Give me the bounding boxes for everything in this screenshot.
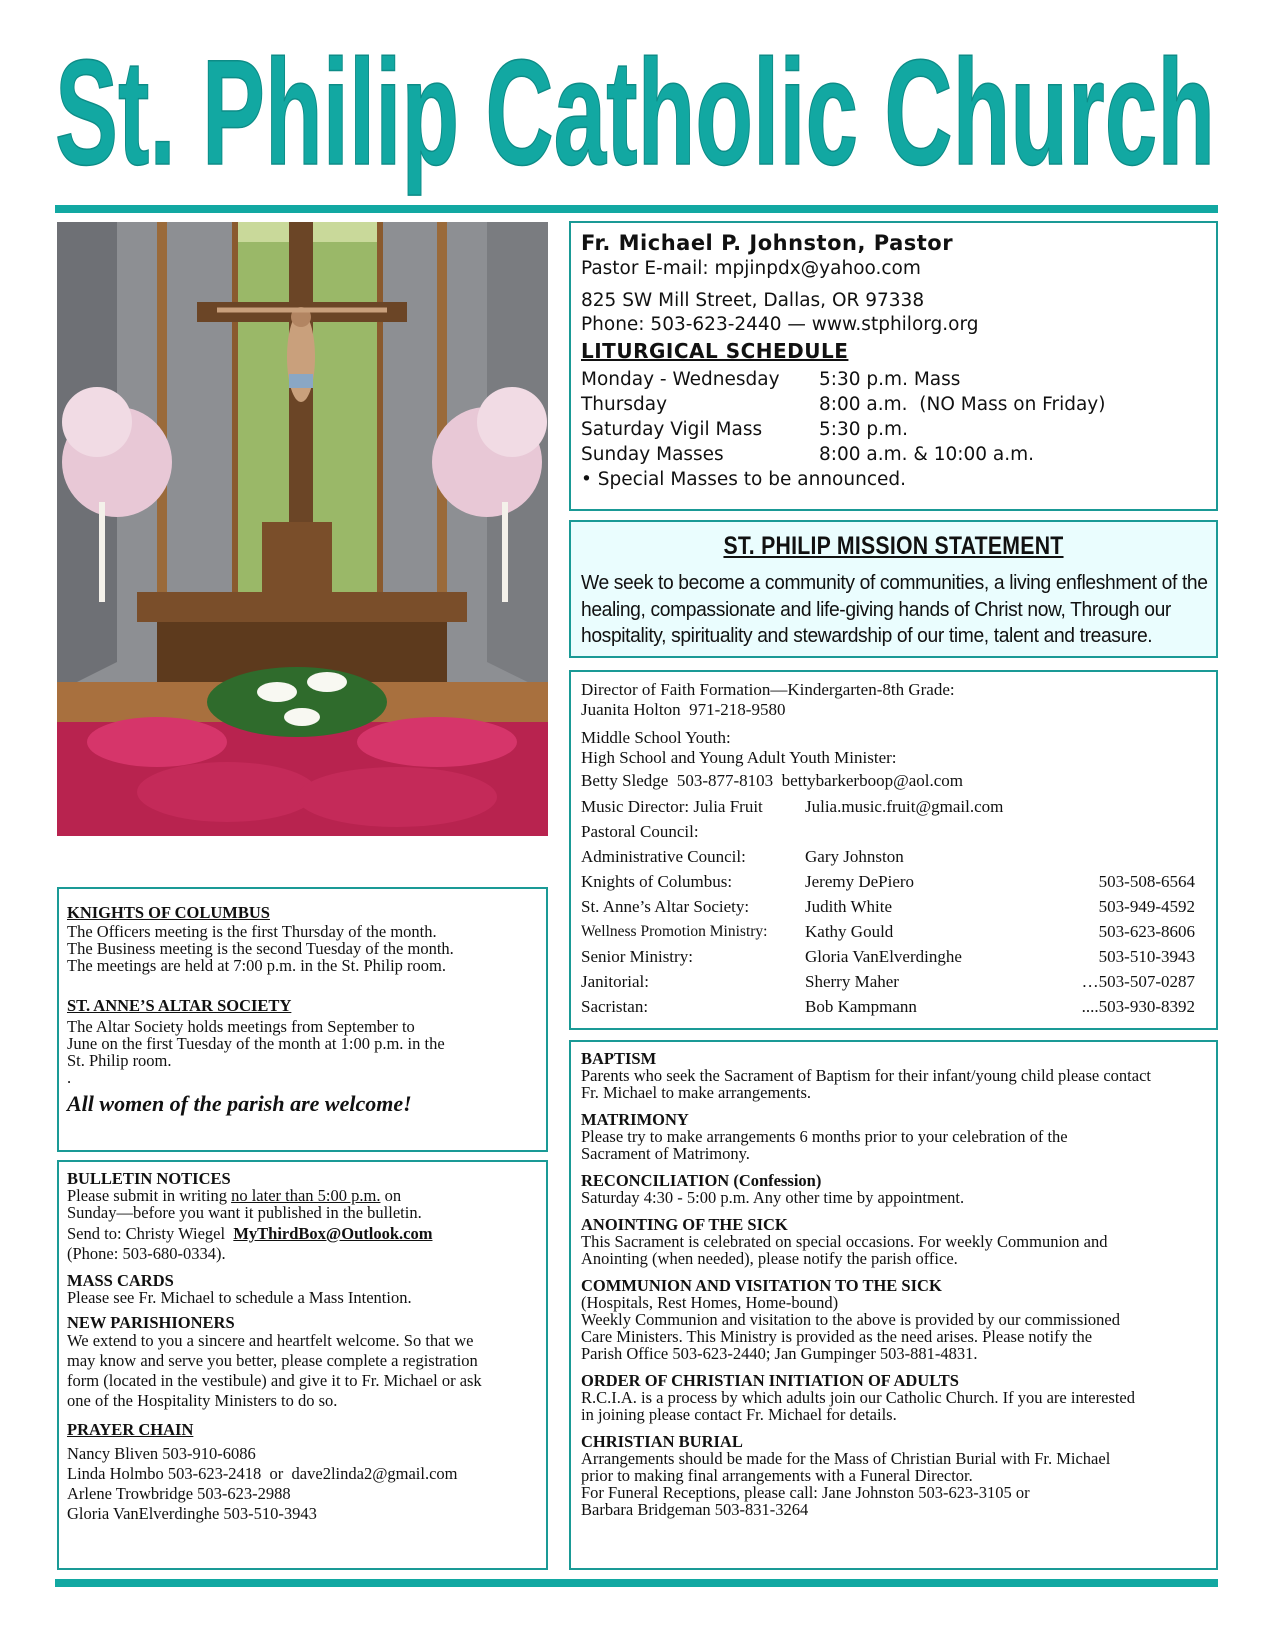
- music-director-label: Music Director: Julia Fruit: [581, 797, 763, 816]
- knights-text: The Business meeting is the second Tuesday of the month.: [67, 939, 454, 958]
- prayer-chain-contact: Linda Holmbo 503-623-2418 or dave2linda2@gmail.com: [67, 1464, 458, 1483]
- sacrament-text: Anointing (when needed), please notify the parish office.: [581, 1249, 958, 1268]
- schedule-title: LITURGICAL SCHEDULE: [581, 339, 849, 363]
- sacrament-text: Arrangements should be made for the Mass of Christian Burial with Fr. Michael: [581, 1449, 1111, 1468]
- sacrament-text: R.C.I.A. is a process by which adults join our Catholic Church. If you are interested: [581, 1388, 1136, 1407]
- sacrament-text: Care Ministers. This Ministry is provided as the need arises. Please notify the: [581, 1327, 1093, 1346]
- bulletin-text: Send to: Christy Wiegel: [67, 1224, 234, 1243]
- schedule-day: Thursday: [581, 394, 668, 415]
- staff-name: Jeremy DePiero: [805, 872, 915, 891]
- bulletin-text: on: [380, 1186, 402, 1205]
- staff-phone: …503-507-0287: [1081, 972, 1195, 991]
- knights-text: The Officers meeting is the first Thursday of the month.: [67, 922, 437, 941]
- svg-text:St. Philip Catholic Church: St. Philip Catholic Church: [55, 36, 1215, 196]
- sacrament-heading: BAPTISM: [581, 1049, 657, 1068]
- church-phone: Phone: 503-623-2440 — www.stphilorg.org: [581, 314, 979, 335]
- staff-directory-box: [569, 670, 1218, 1030]
- pastor-name: Fr. Michael P. Johnston, Pastor: [581, 231, 954, 255]
- middle-school-label: Middle School Youth:: [581, 728, 731, 747]
- mass-cards-text: Please see Fr. Michael to schedule a Mass Intention.: [67, 1288, 412, 1307]
- bulletin-email-link[interactable]: MyThirdBox@Outlook.com: [233, 1224, 433, 1243]
- pastoral-council-label: Pastoral Council:: [581, 822, 699, 841]
- sacrament-heading: CHRISTIAN BURIAL: [581, 1432, 743, 1451]
- bulletin-notices-box: [57, 1160, 548, 1570]
- staff-phone: 503-510-3943: [1098, 947, 1195, 966]
- knights-altar-box: [57, 887, 548, 1152]
- schedule-row: [581, 417, 1206, 442]
- sacrament-text: Barbara Bridgeman 503-831-3264: [581, 1500, 809, 1519]
- sacrament-text: (Hospitals, Rest Homes, Home-bound): [581, 1293, 839, 1312]
- new-parishioners-text: one of the Hospitality Ministers to do so.: [67, 1391, 338, 1410]
- schedule-time: 8:00 a.m. (NO Mass on Friday): [819, 394, 1106, 415]
- sacrament-text: Please try to make arrangements 6 months prior to your celebration of the: [581, 1127, 1068, 1146]
- staff-row: [581, 894, 1206, 919]
- staff-name: Gary Johnston: [805, 847, 904, 866]
- schedule-row: [581, 367, 1206, 392]
- new-parishioners-text: We extend to you a sincere and heartfelt welcome. So that we: [67, 1331, 474, 1350]
- sacrament-text: in joining please contact Fr. Michael for details.: [581, 1405, 897, 1424]
- prayer-chain-contact: Gloria VanElverdinghe 503-510-3943: [67, 1504, 317, 1523]
- sacrament-heading: COMMUNION AND VISITATION TO THE SICK: [581, 1276, 942, 1295]
- bulletin-send-to: [67, 1224, 538, 1244]
- mission-statement-box: [569, 520, 1218, 658]
- staff-phone: ....503-930-8392: [1081, 997, 1195, 1016]
- schedule-time: 8:00 a.m. & 10:00 a.m.: [819, 444, 1035, 465]
- sacrament-text: Sacrament of Matrimony.: [581, 1144, 750, 1163]
- staff-name: Kathy Gould: [805, 922, 894, 941]
- altar-society-text: .: [67, 1068, 72, 1087]
- faith-formation-label: Director of Faith Formation—Kindergarten-8th Grade:: [581, 680, 955, 699]
- altar-society-text: St. Philip room.: [67, 1051, 172, 1070]
- schedule-row: [581, 392, 1206, 417]
- altar-society-text: June on the first Tuesday of the month at 1:00 p.m. in the: [67, 1034, 445, 1053]
- sacrament-text: Fr. Michael to make arrangements.: [581, 1083, 812, 1102]
- staff-row: [581, 919, 1206, 944]
- sacrament-text: For Funeral Receptions, please call: Jane Johnston 503-623-3105 or: [581, 1483, 1030, 1502]
- staff-row: [581, 944, 1206, 969]
- youth-contact: Betty Sledge 503-877-8103 bettybarkerboop@aol.com: [581, 771, 964, 790]
- staff-role: Senior Ministry:: [581, 947, 693, 966]
- pastor-info-box: [569, 221, 1218, 511]
- bulletin-deadline: [67, 1187, 538, 1204]
- sacrament-text: Parish Office 503-623-2440; Jan Gumpinger 503-881-4831.: [581, 1344, 978, 1363]
- faith-formation-contact: Juanita Holton 971-218-9580: [581, 700, 786, 719]
- staff-phone: [1035, 844, 1195, 869]
- pastor-email: Pastor E-mail: mpjinpdx@yahoo.com: [581, 258, 921, 279]
- sacraments-box: [569, 1040, 1218, 1570]
- schedule-day: Saturday Vigil Mass: [581, 419, 763, 440]
- staff-role: St. Anne’s Altar Society:: [581, 897, 750, 916]
- sacrament-heading: ORDER OF CHRISTIAN INITIATION OF ADULTS: [581, 1371, 959, 1390]
- schedule-day: Monday - Wednesday: [581, 369, 780, 390]
- mission-text: We seek to become a community of communities, a living enfleshment of the healing, compassionate and life-giving hands of Christ now, Through our hospitality, spirituality and stewardship of our time, talent and treasure.: [581, 571, 1208, 647]
- sacrament-text: Weekly Communion and visitation to the above is provided by our commissioned: [581, 1310, 1120, 1329]
- sacrament-text: prior to making final arrangements with a Funeral Director.: [581, 1466, 973, 1485]
- top-divider: [55, 205, 1218, 213]
- staff-name: Judith White: [805, 897, 893, 916]
- bulletin-text: Please submit in writing: [67, 1186, 232, 1205]
- music-director-row: [581, 794, 1206, 819]
- staff-role: Administrative Council:: [581, 847, 746, 866]
- staff-phone: 503-508-6564: [1098, 872, 1195, 891]
- staff-role: Janitorial:: [581, 972, 649, 991]
- bulletin-deadline-time: no later than 5:00 p.m.: [231, 1186, 381, 1205]
- prayer-chain-heading: PRAYER CHAIN: [67, 1420, 194, 1439]
- staff-row: [581, 969, 1206, 994]
- new-parishioners-text: may know and serve you better, please complete a registration: [67, 1351, 478, 1370]
- sacrament-heading: ANOINTING OF THE SICK: [581, 1215, 788, 1234]
- staff-phone: 503-623-8606: [1098, 922, 1195, 941]
- prayer-chain-contact: Nancy Bliven 503-910-6086: [67, 1444, 256, 1463]
- knights-heading: KNIGHTS OF COLUMBUS: [67, 903, 270, 922]
- staff-name: Gloria VanElverdinghe: [805, 947, 962, 966]
- sacrament-text: Saturday 4:30 - 5:00 p.m. Any other time by appointment.: [581, 1188, 965, 1207]
- bulletin-text: Sunday—before you want it published in the bulletin.: [67, 1203, 422, 1222]
- music-director-email: Julia.music.fruit@gmail.com: [805, 797, 1004, 816]
- bulletin-heading: BULLETIN NOTICES: [67, 1169, 231, 1188]
- schedule-note: • Special Masses to be announced.: [581, 469, 906, 490]
- prayer-chain-contact: Arlene Trowbridge 503-623-2988: [67, 1484, 291, 1503]
- sacrament-heading: RECONCILIATION (Confession): [581, 1171, 822, 1190]
- altar-society-welcome: All women of the parish are welcome!: [67, 1091, 412, 1116]
- bulletin-phone: (Phone: 503-680-0334).: [67, 1244, 226, 1263]
- staff-name: Sherry Maher: [805, 972, 899, 991]
- sacrament-text: Parents who seek the Sacrament of Baptism for their infant/young child please contact: [581, 1066, 1151, 1085]
- knights-text: The meetings are held at 7:00 p.m. in the St. Philip room.: [67, 956, 446, 975]
- staff-row: [581, 994, 1206, 1019]
- staff-row: [581, 844, 1206, 869]
- schedule-day: Sunday Masses: [581, 444, 724, 465]
- staff-row: [581, 869, 1206, 894]
- altar-photo: [57, 222, 548, 836]
- church-address: 825 SW Mill Street, Dallas, OR 97338: [581, 290, 925, 311]
- staff-phone: 503-949-4592: [1098, 897, 1195, 916]
- altar-society-heading: ST. ANNE’S ALTAR SOCIETY: [67, 996, 292, 1015]
- new-parishioners-heading: NEW PARISHIONERS: [67, 1313, 235, 1332]
- sacrament-heading: MATRIMONY: [581, 1110, 689, 1129]
- mass-cards-heading: MASS CARDS: [67, 1271, 174, 1290]
- schedule-time: 5:30 p.m.: [819, 419, 908, 440]
- new-parishioners-text: form (located in the vestibule) and give it to Fr. Michael or ask: [67, 1371, 482, 1390]
- altar-society-text: The Altar Society holds meetings from September to: [67, 1017, 415, 1036]
- staff-name: Bob Kampmann: [805, 997, 917, 1016]
- staff-role: Wellness Promotion Ministry:: [581, 923, 768, 940]
- high-school-label: High School and Young Adult Youth Minister:: [581, 748, 897, 767]
- schedule-row: [581, 442, 1206, 467]
- staff-role: Knights of Columbus:: [581, 872, 733, 891]
- bottom-divider: [55, 1579, 1218, 1587]
- sacrament-text: This Sacrament is celebrated on special occasions. For weekly Communion and: [581, 1232, 1108, 1251]
- staff-role: Sacristan:: [581, 997, 649, 1016]
- mission-title: ST. PHILIP MISSION STATEMENT: [723, 532, 1064, 560]
- masthead-title: [50, 36, 1220, 196]
- schedule-time: 5:30 p.m. Mass: [819, 369, 961, 390]
